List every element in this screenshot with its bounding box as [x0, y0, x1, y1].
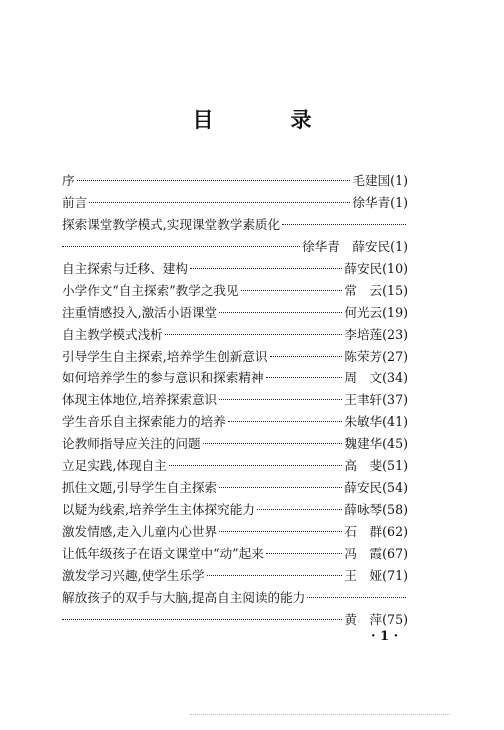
leader-dots — [62, 605, 342, 620]
leader-dots — [219, 473, 342, 488]
leader-dots — [62, 232, 300, 247]
toc-entry-title: 小学作文“自主探索”教学之我见 — [62, 282, 239, 298]
leader-dots — [219, 298, 342, 313]
toc-entry-author-page: 常 云(15) — [344, 282, 408, 298]
toc-entry-title: 自主探索与迁移、建构 — [62, 260, 188, 276]
toc-entry-title: 让低年级孩子在语文课堂中“动”起来 — [62, 545, 264, 561]
leader-dots — [270, 342, 343, 357]
toc-entry-author-page: 徐华青(1) — [352, 194, 408, 210]
toc-entry-author-page: 王 娅(71) — [344, 567, 408, 583]
leader-dots — [266, 539, 343, 554]
toc-entry-author-page: 高 斐(51) — [344, 458, 408, 474]
toc-entry — [62, 346, 408, 368]
toc-entry-author-page: 朱敏华(41) — [344, 414, 408, 430]
toc-row — [62, 324, 408, 346]
toc-entry-title: 序 — [62, 173, 75, 188]
leader-dots — [219, 385, 342, 400]
toc-entry-author-page: 薛安民(10) — [344, 260, 408, 276]
table-of-contents — [62, 170, 408, 631]
toc-entry-title: 立足实践,体现自主 — [62, 458, 167, 474]
leader-dots — [190, 254, 342, 269]
toc-entry-author-page: 薛咏琴(58) — [344, 502, 408, 518]
toc-entry-author-page: 李培莲(23) — [344, 326, 408, 342]
leader-dots — [282, 210, 406, 225]
page-number: · 1 · — [371, 629, 399, 644]
toc-row — [62, 521, 408, 543]
toc-entry-author-page: 何光云(19) — [344, 304, 408, 320]
toc-entry-title: 激发情感,走入儿童内心世界 — [62, 524, 218, 539]
toc-row — [62, 258, 408, 280]
leader-dots — [219, 517, 342, 532]
toc-entry-title: 以疑为线索,培养学生主体探究能力 — [62, 502, 255, 518]
toc-entry-title: 如何培养学生的参与意识和探索精神 — [62, 370, 264, 386]
toc-entry-author-page: 石 群(62) — [344, 524, 408, 539]
toc-entry-author-page: 陈荣芳(27) — [344, 348, 408, 364]
toc-row — [62, 477, 408, 499]
toc-entry-title: 抓住文题,引导学生自主探索 — [62, 480, 218, 496]
page-title: 目 录 — [192, 107, 340, 132]
toc-entry-author-page: 薛安民(54) — [344, 480, 408, 496]
toc-entry-author-page: 魏建华(45) — [344, 436, 408, 452]
leader-dots — [307, 583, 406, 598]
toc-entry-title: 激发学习兴趣,使学生乐学 — [62, 567, 205, 583]
toc-entry-title: 论教师指导应关注的问题 — [62, 436, 201, 452]
toc-entry — [62, 521, 408, 543]
toc-entry-author-page: 黄 萍(75) — [344, 611, 408, 627]
toc-entry — [62, 609, 408, 631]
leader-dots — [207, 561, 343, 576]
leader-dots — [77, 166, 351, 181]
toc-entry-title: 探索课堂教学模式,实现课堂教学素质化 — [62, 216, 281, 232]
toc-entry-author-page: 毛建国(1) — [352, 173, 408, 188]
toc-entry-author-page: 冯 霞(67) — [344, 545, 408, 561]
leader-dots — [257, 495, 342, 510]
toc-entry-author-page: 徐华青 薛安民(1) — [302, 238, 408, 254]
toc-entry — [62, 258, 408, 280]
toc-entry-title: 自主教学模式浅析 — [62, 326, 163, 342]
toc-entry-author-page: 周 文(34) — [344, 370, 408, 386]
toc-entry — [62, 477, 408, 499]
toc-entry-title: 学生音乐自主探索能力的培养 — [62, 414, 226, 430]
toc-row — [62, 346, 408, 368]
leader-dots — [165, 320, 343, 335]
leader-dots — [169, 451, 343, 466]
leader-dots — [228, 407, 343, 422]
toc-row — [62, 609, 408, 631]
toc-entry-title: 注重情感投入,激活小语课堂 — [62, 304, 218, 320]
leader-dots — [89, 188, 350, 203]
leader-dots — [241, 276, 343, 291]
leader-dots — [266, 363, 343, 378]
toc-entry-title: 体现主体地位,培养探索意识 — [62, 392, 218, 408]
toc-entry-author-page: 王聿轩(37) — [344, 392, 408, 408]
scan-artifact-line — [190, 712, 450, 715]
toc-entry-title: 引导学生自主探索,培养学生创新意识 — [62, 348, 268, 364]
leader-dots — [203, 429, 343, 444]
toc-entry-title: 前言 — [62, 194, 88, 210]
toc-entry — [62, 324, 408, 346]
toc-entry-title: 解放孩子的双手与大脑,提高自主阅读的能力 — [62, 589, 306, 605]
